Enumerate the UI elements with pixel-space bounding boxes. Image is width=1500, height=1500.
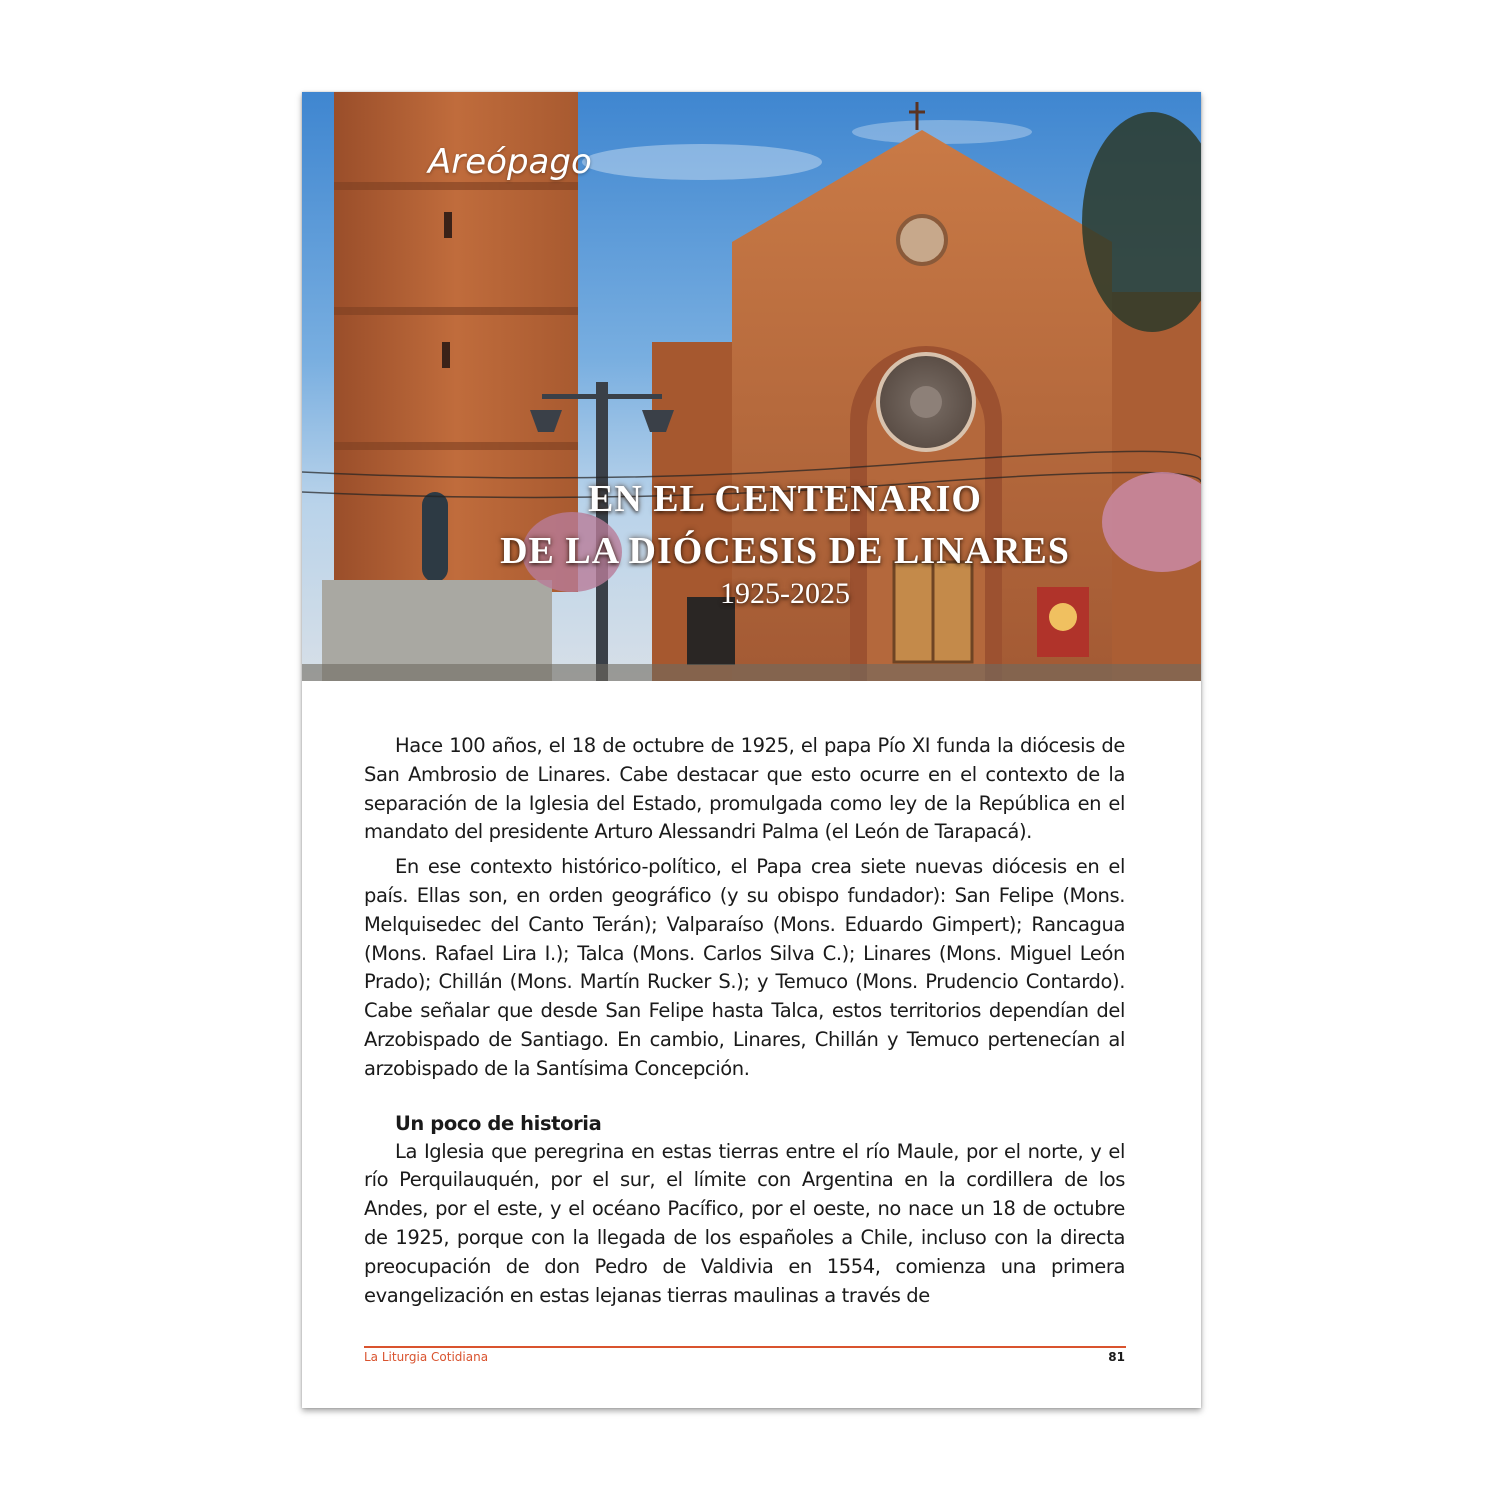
paragraph-1: Hace 100 años, el 18 de octubre de 1925, el papa Pío XI funda la diócesis de San Ambrosio de Linares. Cabe destacar que esto ocurre en el contexto de la separación de la Iglesia del Estado, promulgada como ley de la República en el mandato del presidente Arturo Alessandri Palma (el León de Tarapacá).	[364, 734, 1125, 844]
page-number: 81	[1108, 1350, 1125, 1364]
article-body	[364, 732, 1125, 1316]
paragraph-3: La Iglesia que peregrina en estas tierras entre el río Maule, por el norte, y el río Perquilauquén, por el sur, el límite con Argentina en la cordillera de los Andes, por el este, y el océano Pacífico, por el oeste, no nace un 18 de octubre de 1925, porque con la llegada de los españoles a Chile, incluso con la directa preocupación de don Pedro de Valdivia en 1554, comienza una primera evangelización en estas lejanas tierras maulinas a través de	[364, 1139, 1125, 1307]
footer-rule	[364, 1346, 1126, 1348]
paragraph-2: En ese contexto histórico-político, el Papa crea siete nuevas diócesis en el país. Ellas son, en orden geográfico (y su obispo fundador): San Felipe (Mons. Melquisedec del Canto Terán); Valparaíso (Mons. Eduardo Gimpert); Rancagua (Mons. Rafael Lira I.); Talca (Mons. Carlos Silva C.); Linares (Mons. Miguel León Prado); Chillán (Mons. Martín Rucker S.); y Temuco (Mons. Prudencio Contardo). Cabe señalar que desde San Felipe hasta Talca, estos territorios dependían del Arzobispado de Santiago. En cambio, Linares, Chillán y Temuco pertenecían al arzobispado de la Santísima Concepción.	[364, 855, 1125, 1080]
publication-name: La Liturgia Cotidiana	[364, 1350, 489, 1364]
title-line-2: DE LA DIÓCESIS DE LINARES	[500, 530, 1070, 572]
title-line-1: EN EL CENTENARIO	[588, 478, 982, 520]
title-years: 1925-2025	[720, 577, 850, 610]
article-title	[302, 472, 1201, 612]
hero-image	[302, 92, 1201, 681]
section-label: Areópago	[428, 142, 592, 182]
magazine-page	[302, 92, 1201, 1408]
subheading: Un poco de historia	[395, 1111, 602, 1135]
